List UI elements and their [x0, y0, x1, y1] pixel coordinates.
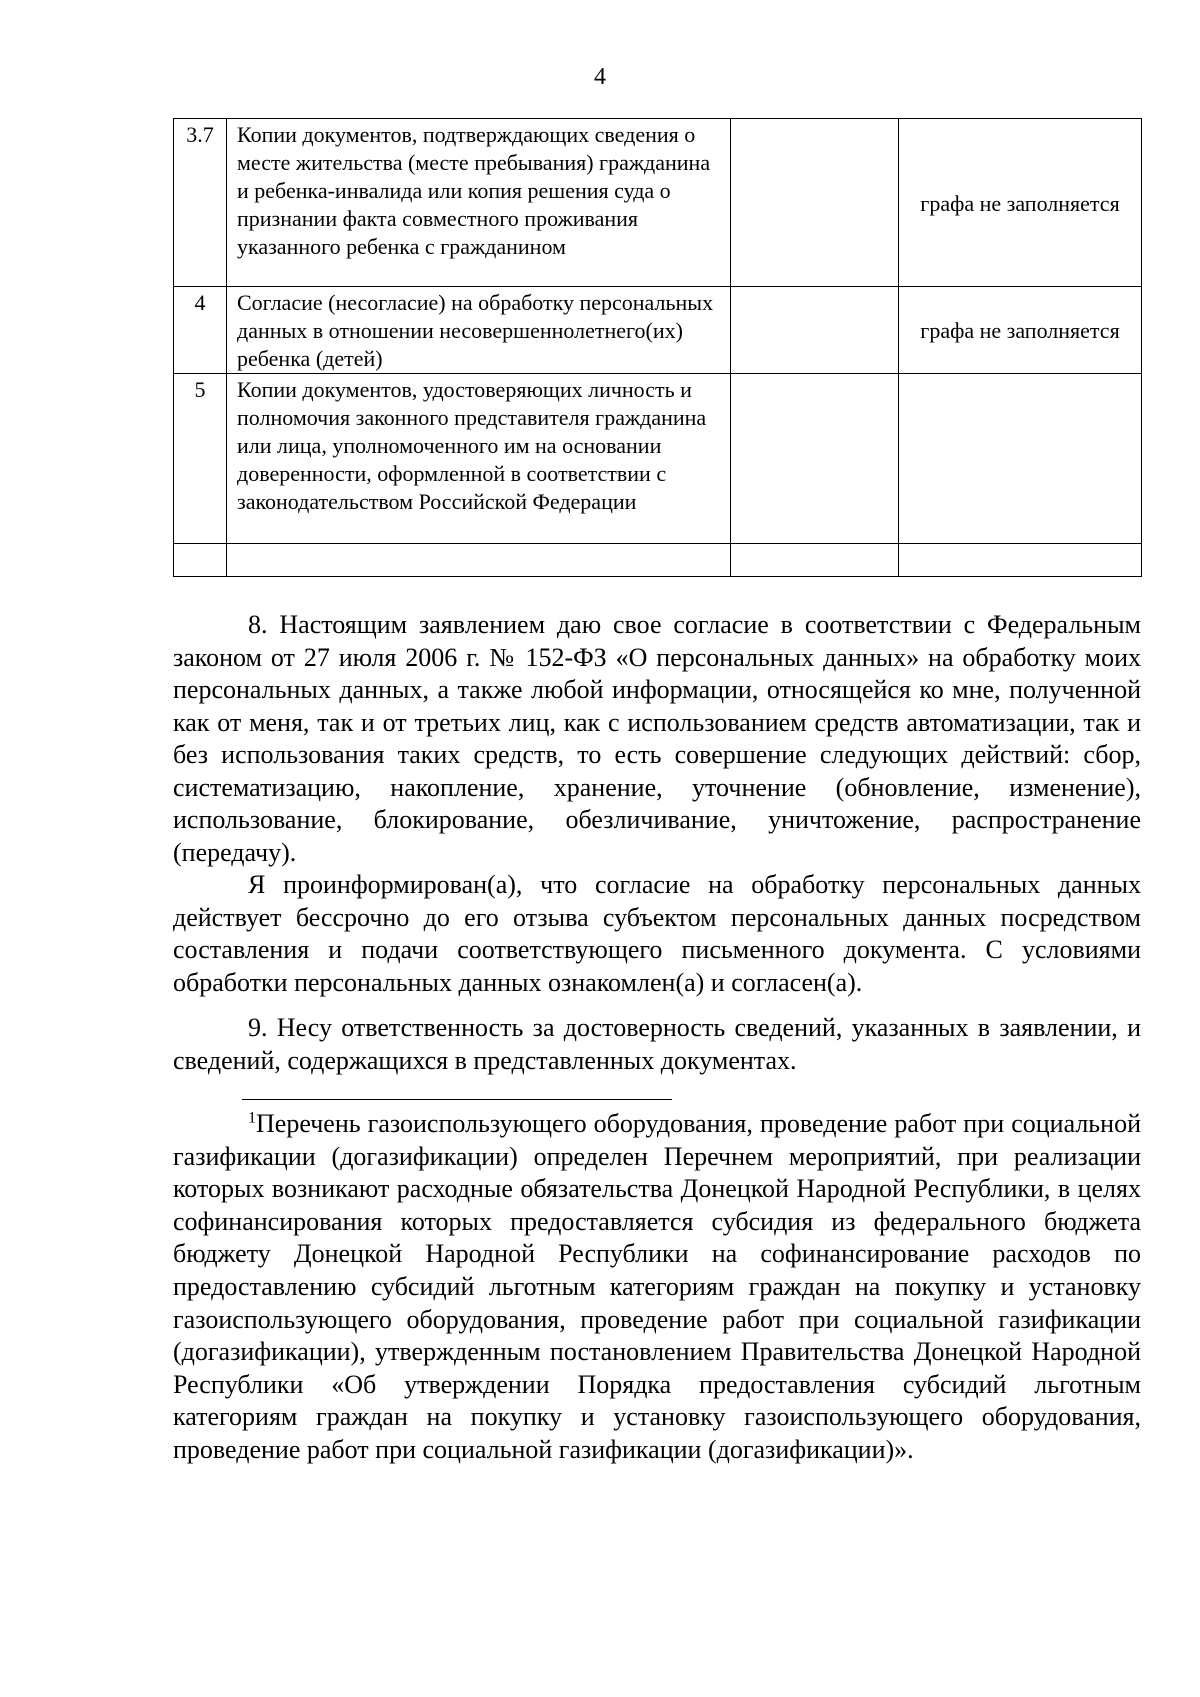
footnote-marker: 1 — [248, 1109, 256, 1127]
responsibility-section — [173, 1012, 1141, 1077]
paragraph-9: 9. Несу ответственность за достоверность сведений, указанных в заявлении, и сведений, содержащихся в представленных документах. — [173, 1013, 1141, 1075]
table-cell-empty — [731, 374, 899, 544]
table-cell-empty — [731, 119, 899, 287]
column-note: графа не заполняется — [899, 119, 1142, 287]
row-number: 3.7 — [174, 119, 227, 287]
footnote-text: Перечень газоиспользующего оборудования, проведение работ при социальной газификации (догазификации) определен Перечнем мероприятий, при реализации которых возникают расходные обязательства Донецкой Народной Республики, в целях софинансирования которых предоставляется субсидия из федерального бюджета бюджету Донецкой Народной Республики на софинансирование расходов по предоставлению субсидий льготным категориям граждан на покупку и установку газоиспользующего оборудования, проведение работ при социальной газификации (догазификации), утвержденным постановлением Правительства Донецкой Народной Республики «Об утверждении Порядка предоставления субсидий льготным категориям граждан на покупку и установку газоиспользующего оборудования, проведение работ при социальной газификации (догазификации)». — [173, 1109, 1141, 1464]
consent-section — [173, 609, 1141, 999]
table-row-empty — [174, 544, 1142, 577]
document-description: Согласие (несогласие) на обработку персональных данных в отношении несовершеннолетнего(их) ребенка (детей) — [227, 287, 731, 374]
document-description: Копии документов, подтверждающих сведения о месте жительства (месте пребывания) гражданина и ребенка-инвалида или копия решения суда о признании факта совместного проживания указанного ребенка с гражданином — [227, 119, 731, 287]
footnote-separator — [242, 1099, 672, 1100]
documents-table — [173, 118, 1142, 577]
paragraph-8-informed: Я проинформирован(а), что согласие на обработку персональных данных действует бессрочно до его отзыва субъектом персональных данных посредством составления и подачи соответствующего письменного документа. С условиями обработки персональных данных ознакомлен(а) и согласен(а). — [173, 870, 1141, 997]
page-number: 4 — [594, 64, 606, 90]
row-number: 4 — [174, 287, 227, 374]
table-row — [174, 374, 1142, 544]
table-row — [174, 119, 1142, 287]
row-number: 5 — [174, 374, 227, 544]
footnote — [173, 1108, 1141, 1467]
column-note: графа не заполняется — [899, 287, 1142, 374]
table-cell-empty — [899, 544, 1142, 577]
table-cell-empty — [731, 544, 899, 577]
table-row — [174, 287, 1142, 374]
table-cell-empty — [731, 287, 899, 374]
table-cell-empty — [227, 544, 731, 577]
table-cell-empty — [174, 544, 227, 577]
document-description: Копии документов, удостоверяющих личность и полномочия законного представителя гражданина или лица, уполномоченного им на основании доверенности, оформленной в соответствии с законодательством Российской Федерации — [227, 374, 731, 544]
column-note — [899, 374, 1142, 544]
paragraph-8: 8. Настоящим заявлением даю свое согласие в соответствии с Федеральным законом от 27 июля 2006 г. № 152-ФЗ «О персональных данных» на обработку моих персональных данных, а также любой информации, относящейся ко мне, полученной как от меня, так и от третьих лиц, как с использованием средств автоматизации, так и без использования таких средств, то есть совершение следующих действий: сбор, систематизацию, накопление, хранение, уточнение (обновление, изменение), использование, блокирование, обезличивание, уничтожение, распространение (передачу). — [173, 610, 1141, 867]
